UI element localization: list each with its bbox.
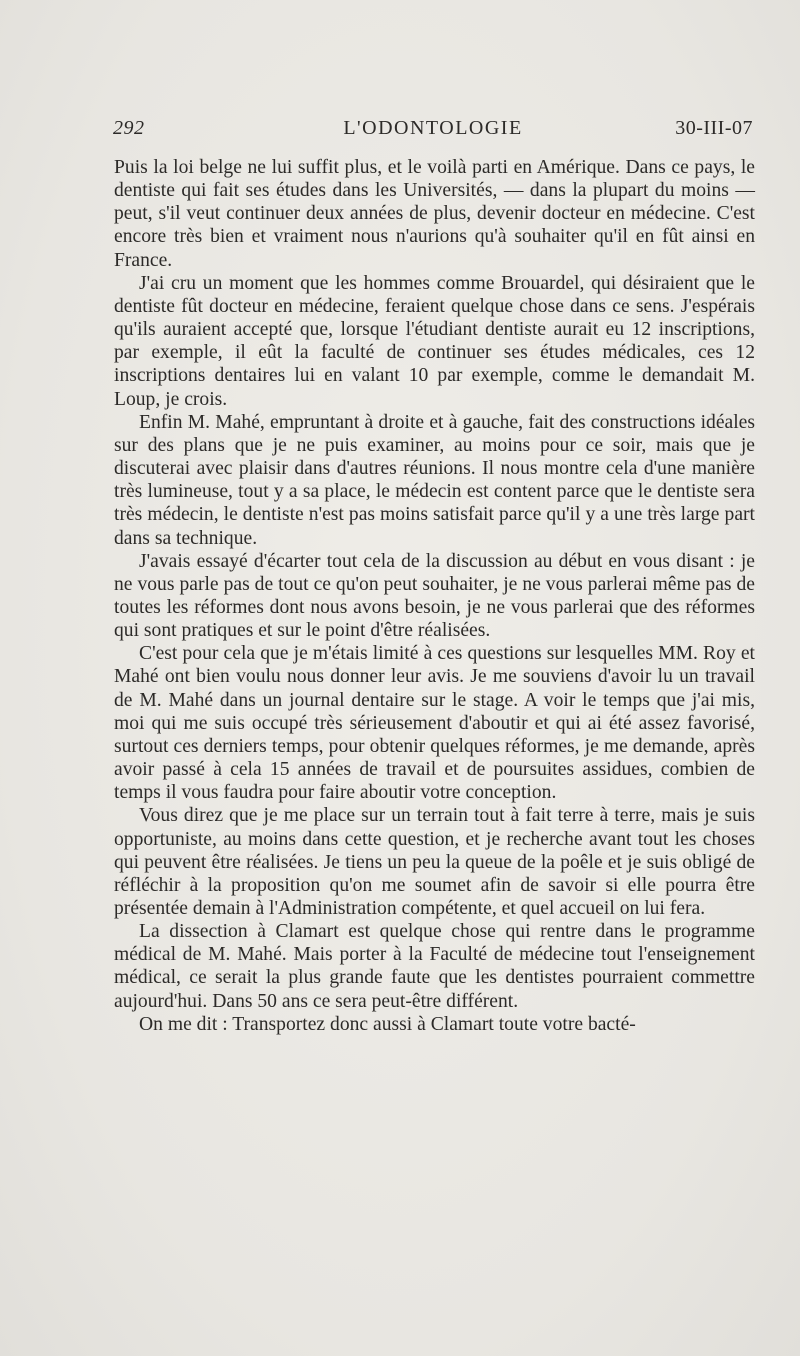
paragraph: Enfin M. Mahé, empruntant à droite et à gauche, fait des constructions idéales sur des plans que je ne puis examiner, au moins pour ce soir, mais que je discuterai avec plaisir dans d'autres réunions. Il nous montre cela d'une manière très lumineuse, tout y a sa place, le médecin est content parce que le dentiste sera très médecin, le dentiste n'est pas moins satisfait parce qu'il y a une très large part dans sa technique. [114,411,755,549]
running-title: L'ODONTOLOGIE [343,117,523,139]
running-header [113,117,753,147]
paragraph: La dissection à Clamart est quelque chose qui rentre dans le programme médical de M. Mahé. Mais porter à la Faculté de médecine tout l'enseignement médical, ce serait la plus grande faute que les dentistes pourraient commettre aujourd'hui. Dans 50 ans ce sera peut-être différent. [114,921,755,1012]
paragraph: C'est pour cela que je m'étais limité à ces questions sur lesquelles MM. Roy et Mahé ont bien voulu nous donner leur avis. Je me souviens d'avoir lu un travail de M. Mahé dans un journal dentaire sur le stage. A voir le temps que j'ai mis, moi qui me suis occupé très sérieusement d'aboutir et qui ai été assez favorisé, surtout ces derniers temps, pour obtenir quelques réformes, je me demande, après avoir passé à cela 15 années de travail et de poursuites assidues, combien de temps il vous faudra pour faire aboutir votre conception. [114,643,755,804]
page-number: 292 [113,117,145,139]
body-text [114,156,755,1036]
paragraph: Puis la loi belge ne lui suffit plus, et le voilà parti en Amérique. Dans ce pays, le dentiste qui fait ses études dans les Universités, — dans la plupart du moins — peut, s'il veut continuer deux années de plus, devenir docteur en médecine. C'est encore très bien et vraiment nous n'aurions qu'à souhaiter qu'il en fût ainsi en France. [114,157,755,271]
paragraph: J'ai cru un moment que les hommes comme Brouardel, qui désiraient que le dentiste fût docteur en médecine, feraient quelque chose dans ce sens. J'espérais qu'ils auraient accepté que, lorsque l'étudiant dentiste aurait eu 12 inscriptions, par exemple, il eût la faculté de continuer ses études médicales, ces 12 inscriptions dentaires lui en valant 10 par exemple, comme le demandait M. Loup, je crois. [114,272,755,410]
issue-date: 30-III-07 [675,117,753,139]
paragraph: J'avais essayé d'écarter tout cela de la discussion au début en vous disant : je ne vous parle pas de tout ce qu'on peut souhaiter, je ne vous parlerai même pas de toutes les réformes dont nous avons besoin, je ne vous parlerai que des réformes qui sont pratiques et sur le point d'être réalisées. [114,550,755,642]
paragraph: On me dit : Transportez donc aussi à Clamart toute votre bacté- [139,1013,636,1035]
paragraph: Vous direz que je me place sur un terrain tout à fait terre à terre, mais je suis opportuniste, au moins dans cette question, et je recherche avant tout les choses qui peuvent être réalisées. Je tiens un peu la queue de la poêle et je suis obligé de réfléchir à la proposition qu'on me soumet afin de savoir si elle pourra être présentée demain à l'Administration compétente, et quel accueil on lui fera. [114,805,755,919]
